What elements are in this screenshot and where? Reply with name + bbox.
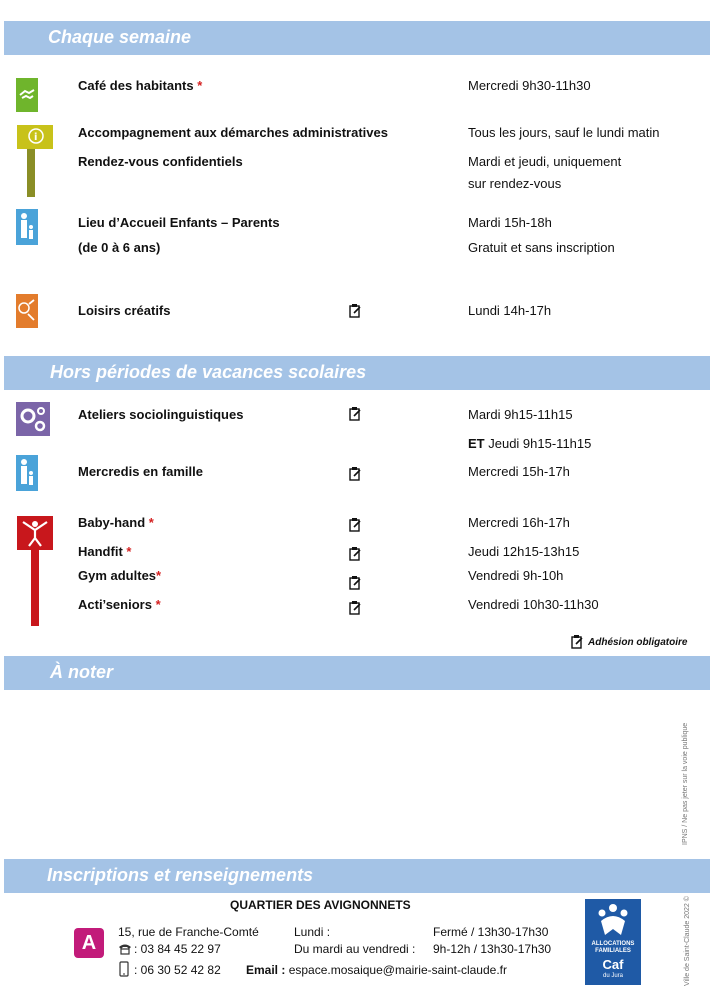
side-credit: Ville de Saint-Claude 2022 © (684, 896, 691, 986)
time-laep: Mardi 15h-18h (468, 215, 552, 230)
time-cafe: Mercredi 9h30-11h30 (468, 78, 591, 93)
caf-logo (585, 899, 641, 985)
activity-ateliers: Ateliers sociolinguistiques (78, 407, 244, 422)
section-header-contact (4, 859, 710, 893)
clipboard-icon (348, 546, 362, 561)
monday-label: Lundi : (294, 925, 331, 939)
time-babyhand: Mercredi 16h-17h (468, 515, 570, 530)
time-ateliers: Mardi 9h15-11h15 (468, 407, 573, 422)
legend-adhesion: Adhésion obligatoire (588, 637, 688, 648)
activity-cafe: Café des habitants * (78, 78, 203, 93)
section-title: Chaque semaine (48, 27, 192, 47)
activity-gym: Gym adultes* (78, 568, 162, 583)
clipboard-icon (348, 575, 362, 590)
caf-line4: du Jura (602, 973, 623, 979)
week-hours: 9h-12h / 13h30-17h30 (433, 942, 552, 956)
parent-child-icon (16, 209, 38, 245)
clipboard-icon (348, 466, 362, 481)
time-laep-note: Gratuit et sans inscription (468, 240, 615, 255)
caf-line3: Caf (602, 957, 624, 972)
time-rdv-note: sur rendez-vous (468, 176, 562, 191)
gymnast-icon (17, 516, 55, 626)
phone: : 03 84 45 22 97 (134, 942, 221, 956)
time-accompagnement: Tous les jours, sauf le lundi matin (468, 125, 660, 140)
caf-line1: ALLOCATIONS (591, 941, 635, 947)
clipboard-icon (348, 303, 362, 318)
section-title: Inscriptions et renseignements (47, 865, 314, 885)
activity-actiseniors: Acti’seniors * (78, 597, 161, 612)
caf-line2: FAMILIALES (595, 948, 631, 954)
phone-icon (118, 943, 132, 955)
mobile-icon (119, 961, 129, 977)
district-title: QUARTIER DES AVIGNONNETS (230, 898, 411, 912)
activity-babyhand: Baby-hand * (78, 515, 154, 530)
time-gym: Vendredi 9h-10h (468, 568, 564, 583)
week-label: Du mardi au vendredi : (294, 942, 416, 956)
time-rdv: Mardi et jeudi, uniquement (468, 154, 622, 169)
clipboard-icon (570, 634, 584, 649)
section-header-notes (4, 656, 710, 690)
section-title: À noter (50, 662, 113, 682)
monday-hours: Fermé / 13h30-17h30 (433, 925, 549, 939)
mobile: : 06 30 52 42 82 (134, 963, 221, 977)
caf-figures-icon (585, 901, 641, 941)
section-header-weekly (4, 21, 710, 55)
time-mercredis: Mercredi 15h-17h (468, 464, 570, 479)
section-title: Hors périodes de vacances scolaires (50, 362, 367, 382)
parent-child-icon (16, 455, 38, 491)
activity-handfit: Handfit * (78, 544, 132, 559)
email-line: Email : espace.mosaique@mairie-saint-claude.fr (246, 963, 507, 977)
svg-text:i: i (34, 132, 38, 143)
gears-icon (16, 402, 50, 436)
clipboard-icon (348, 600, 362, 615)
activity-mercredis: Mercredis en famille (78, 464, 203, 479)
address: 15, rue de Franche-Comté (118, 925, 259, 939)
activity-laep: Lieu d’Accueil Enfants – Parents (78, 215, 280, 230)
section-header-term (4, 356, 710, 390)
craft-icon (16, 294, 38, 328)
info-sign-icon (17, 125, 55, 197)
activity-rdv: Rendez-vous confidentiels (78, 154, 243, 169)
time-actiseniors: Vendredi 10h30-11h30 (468, 597, 599, 612)
clipboard-icon (348, 517, 362, 532)
activity-laep-age: (de 0 à 6 ans) (78, 240, 161, 255)
district-badge: A (74, 928, 104, 958)
activity-accompagnement: Accompagnement aux démarches administratives (78, 125, 388, 140)
time-ateliers-2: ET Jeudi 9h15-11h15 (468, 436, 592, 451)
time-loisirs: Lundi 14h-17h (468, 303, 552, 318)
email-link[interactable]: espace.mosaique@mairie-saint-claude.fr (288, 963, 507, 977)
time-handfit: Jeudi 12h15-13h15 (468, 544, 580, 559)
activity-loisirs: Loisirs créatifs (78, 303, 171, 318)
handshake-icon (16, 78, 38, 112)
clipboard-icon (348, 406, 362, 421)
side-note: IPNS / Ne pas jeter sur la voie publique (682, 722, 689, 845)
